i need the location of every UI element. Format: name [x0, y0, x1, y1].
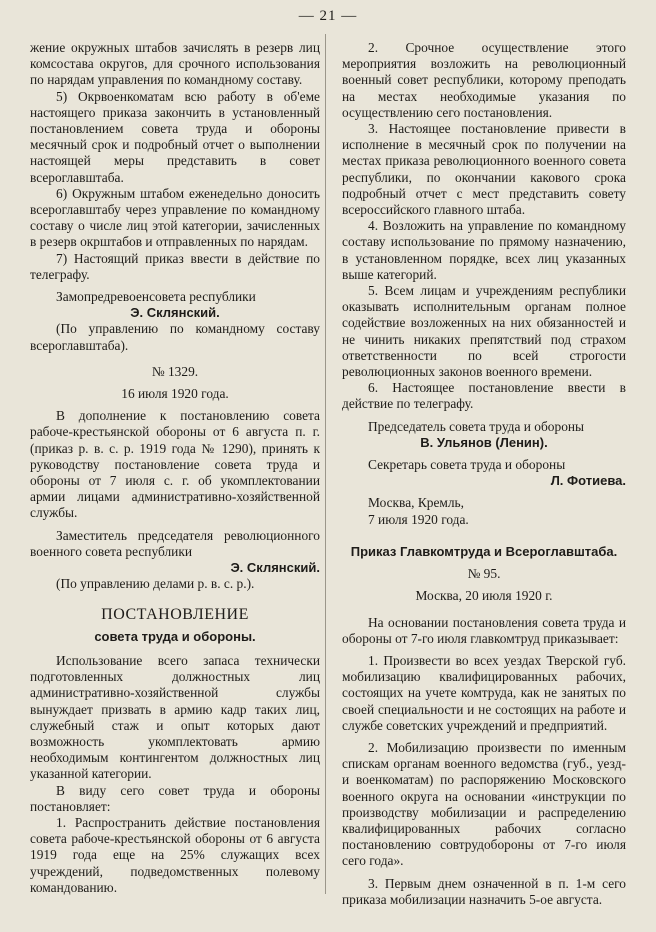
paragraph: На основании постановления совета труда и обороны от 7-го июля главкомтруд приказывает:: [342, 614, 626, 646]
signature-name: Э. Склянский.: [130, 305, 220, 321]
signature-title: Заместитель председателя революционного военного совета республики: [30, 527, 320, 559]
paragraph: 6) Окружным штабом еженедельно доносить всероглавштабу через управление по командному составу о числе лиц этой категории, зачисленных в резерв окрштабов и отправленных по нарядам.: [30, 185, 320, 250]
place: Москва, Кремль,: [368, 495, 465, 511]
page-number: — 21 —: [298, 8, 358, 24]
paragraph: 5) Окрвоенкоматам всю работу в об'еме настоящего приказа закончить в установленный постановлением совета труда и обороны месячный срок и подробный отчет о выполнении настоящей меры представить в совет всероглавштаба.: [30, 88, 320, 185]
order-title: Приказ Главкомтруда и Всероглавштаба.: [350, 543, 618, 559]
paragraph: 3. Первым днем означенной в п. 1-м сего приказа мобилизации назначить 5-ое августа.: [342, 875, 626, 907]
paragraph: 6. Настоящее постановление ввести в действие по телеграфу.: [342, 380, 626, 412]
column-divider: [325, 34, 326, 894]
left-column: [30, 40, 320, 896]
signature-title: Замопредревоенсовета республики: [56, 289, 256, 305]
decree-subtitle: совета труда и обороны.: [94, 628, 256, 644]
paragraph: 1. Произвести во всех уездах Тверской губ. мобилизацию квалифицированных рабочих, состоящих на учете комтруда, как не занятых по своей специальности и не состоящих на работе и службе советских учреждений и предприятий.: [342, 652, 626, 733]
right-column: [342, 40, 626, 908]
place-date: 7 июля 1920 года.: [368, 511, 469, 527]
paragraph: 7) Настоящий приказ ввести в действие по телеграфу.: [30, 250, 320, 282]
paragraph: жение окружных штабов зачислять в резерв лиц комсостава округов, для срочного использования по нарядам управления по командному составу.: [30, 40, 320, 88]
paragraph: 1. Распространить действие постановления совета рабоче-крестьянской обороны от 6 августа 1919 года еще на 25% служащих всех учреждений, подведомственных полевому командованию.: [30, 814, 320, 895]
order-number: № 95.: [467, 566, 501, 582]
signature-name: В. Ульянов (Ленин).: [420, 434, 548, 450]
paragraph: 5. Всем лицам и учреждениям республики оказывать исполнительным органам полное содействие возложенных на них обязанностей и не чинить никаких препятствий под страхом ответственности по всей строгости революционных законов военного времени.: [342, 283, 626, 380]
paragraph: 4. Возложить на управление по командному составу использование по прямому назначению, в установленном порядке, всех лиц указанных выше категорий.: [342, 218, 626, 282]
note: (По управлению делами р. в. с. р.).: [56, 576, 255, 592]
signature-name: Э. Склянский.: [230, 560, 320, 576]
paragraph: 2. Мобилизацию произвести по именным спискам органам военного ведомства (губ., уезд- и военкоматам) по распоряжению Московского военного округа на основании «инструкции по производству мобилизации и распределению квалифицированных рабочих согласно постановлению совтрудобороны от 7-го июля сего года».: [342, 739, 626, 869]
signature-title: Секретарь совета труда и обороны: [368, 457, 566, 473]
order-number: № 1329.: [151, 363, 199, 379]
decree-title: ПОСТАНОВЛЕНИЕ: [101, 605, 249, 623]
signature-title: Председатель совета труда и обороны: [368, 418, 585, 434]
note: (По управлению по командному составу всероглавштаба).: [30, 321, 320, 353]
paragraph: В дополнение к постановлению совета рабоче-крестьянской обороны от 6 августа п. г. (приказ р. в. с. р. 1919 года № 1290), принять к руководству постановление совета труда и обороны от 7 июля с. г. об укомплектовании армии лицами административно-хозяйственной службы.: [30, 408, 320, 521]
paragraph: В виду сего совет труда и обороны постановляет:: [30, 782, 320, 814]
order-date: 16 июля 1920 года.: [121, 386, 229, 402]
paragraph: 3. Настоящее постановление привести в исполнение в месячный срок по получении на местах приказа революционного военного совета республики, по окончании какового срока подробный отчет с мест представить совету всероссийского главного штаба.: [342, 121, 626, 218]
signature-name: Л. Фотиева.: [550, 473, 626, 489]
paragraph: Использование всего запаса технически подготовленных должностных лиц административно-хозяйственной службы вынуждает призвать в армию кадр таких лиц, служебный стаж и опыт которых дают возможность укомплектовать армию необходимым контингентом должностных лиц указанной категории.: [30, 652, 320, 782]
order-date: Москва, 20 июля 1920 г.: [415, 588, 553, 604]
paragraph: 2. Срочное осуществление этого мероприятия возложить на революционный военный совет республики, которому преподать на местах необходимые указания по осуществлению сего постановления.: [342, 40, 626, 120]
